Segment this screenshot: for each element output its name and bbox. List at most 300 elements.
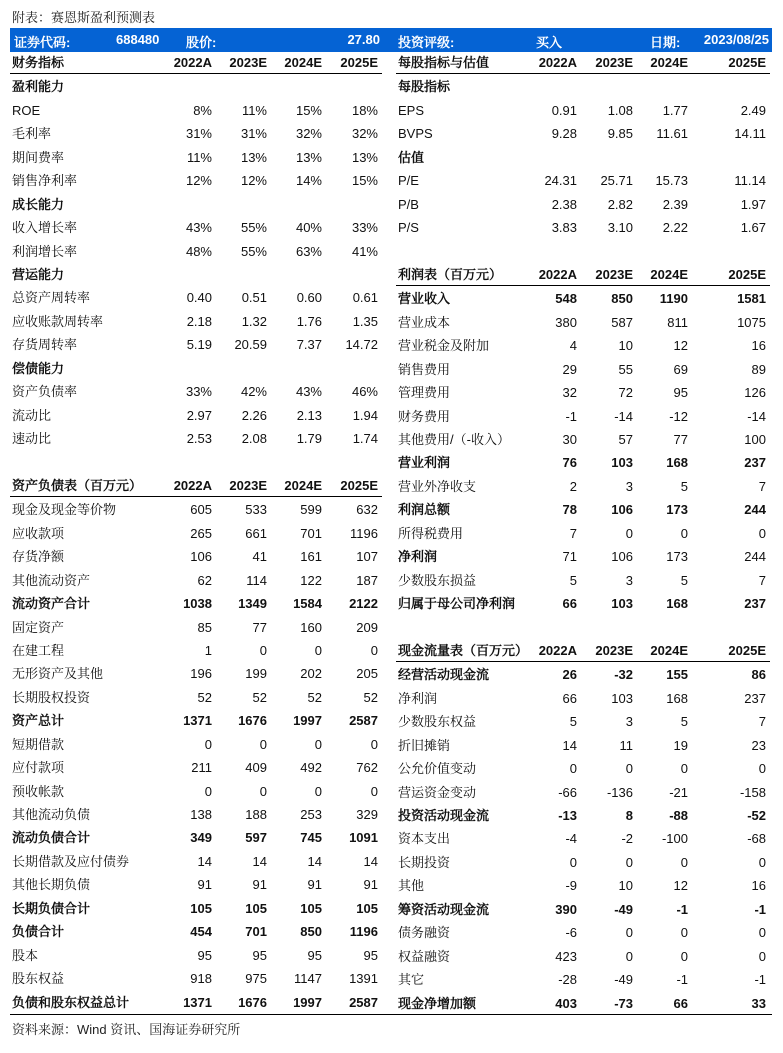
cell-value: 975: [245, 971, 267, 987]
cell-value: 91: [252, 877, 267, 893]
cell-value: 188: [245, 807, 267, 822]
cell-value: 95: [197, 947, 212, 963]
cell-value: 209: [356, 619, 378, 635]
row-label: 现金流量表（百万元）: [398, 642, 529, 658]
row-label: 销售费用: [398, 361, 451, 377]
table-row: [10, 873, 382, 896]
cell-value: 265: [190, 525, 212, 541]
date-value: 2023/08/25: [703, 32, 769, 47]
cell-value: -100: [661, 831, 688, 847]
cell-value: 12: [673, 338, 688, 354]
stock-price: 27.80: [347, 32, 380, 47]
row-label: 其他流动资产: [12, 572, 91, 588]
table-row: [396, 311, 770, 334]
cell-value: 11.14: [734, 173, 766, 189]
cell-value: -9: [565, 878, 577, 894]
row-label: 少数股东权益: [398, 714, 477, 730]
row-label: 长期借款及应付债券: [12, 853, 130, 869]
cell-value: 403: [555, 995, 577, 1011]
cell-value: 42%: [240, 384, 267, 400]
row-label: 现金净增加额: [398, 995, 477, 1011]
cell-value: -49: [614, 972, 633, 988]
table-row: [396, 498, 770, 521]
cell-value: 2.26: [241, 407, 267, 423]
cell-value: 1676: [238, 994, 267, 1010]
row-label: 成长能力: [12, 196, 65, 212]
cell-value: 0.51: [241, 290, 267, 306]
cell-value: 95: [307, 947, 322, 963]
cell-value: 52: [363, 689, 378, 705]
table-row: [10, 639, 382, 662]
table-row: [396, 545, 770, 568]
cell-value: -6: [565, 925, 577, 941]
cell-value: 105: [245, 900, 267, 916]
cell-value: 95: [673, 385, 688, 401]
cell-value: 5: [569, 572, 577, 588]
table-row: [396, 874, 770, 897]
cell-value: 71: [562, 549, 577, 565]
cell-value: 95: [363, 947, 378, 963]
cell-value: 0: [259, 642, 267, 658]
cell-value: 7: [758, 478, 766, 494]
table-row: [396, 921, 770, 944]
cell-value: 533: [245, 502, 267, 518]
row-label: 管理费用: [398, 385, 451, 401]
cell-value: 126: [744, 385, 766, 401]
table-row: [10, 333, 382, 356]
table-row: [396, 405, 770, 428]
date-label: 日期:: [650, 35, 681, 50]
year-header: 2022A: [538, 266, 577, 282]
row-label: 其它: [398, 972, 425, 988]
cell-value: -49: [614, 901, 633, 917]
row-label: 其他: [398, 878, 425, 894]
cell-value: 10: [618, 878, 633, 894]
table-header-row: [396, 263, 770, 286]
cell-value: 122: [300, 572, 322, 588]
cell-value: 91: [197, 877, 212, 893]
cell-value: 211: [191, 760, 212, 776]
table-row: [10, 122, 382, 145]
stock-info-bar: [10, 28, 772, 52]
row-label: 长期负债合计: [12, 900, 91, 916]
cell-value: 1.67: [740, 220, 766, 236]
cell-value: 103: [611, 596, 633, 612]
cell-value: 14%: [295, 173, 322, 189]
cell-value: 1676: [238, 713, 267, 729]
row-label: 估值: [398, 149, 425, 165]
cell-value: 0: [680, 525, 688, 541]
row-label: P/S: [398, 220, 419, 236]
cell-value: 107: [356, 549, 378, 565]
cell-value: 100: [744, 432, 766, 447]
table-row: [396, 334, 770, 357]
cell-value: 380: [555, 314, 577, 330]
cell-value: 0: [204, 736, 212, 752]
cell-value: 14.72: [345, 337, 378, 353]
cell-value: 52: [252, 689, 267, 705]
cell-value: 89: [751, 361, 766, 377]
cell-value: 55%: [240, 243, 267, 259]
table-row: [396, 569, 770, 592]
cell-value: 105: [190, 900, 212, 916]
cell-value: 0: [259, 783, 267, 799]
cell-value: -73: [614, 995, 633, 1011]
cell-value: 1.76: [296, 313, 322, 329]
row-label: 所得税费用: [398, 525, 464, 541]
year-header: 2024E: [650, 642, 688, 658]
cell-value: 86: [751, 667, 766, 683]
row-label: 在建工程: [12, 642, 65, 658]
section-label-row: [10, 75, 382, 98]
table-row: [10, 99, 382, 122]
cell-value: -32: [614, 667, 633, 683]
table-row: [396, 99, 770, 122]
cell-value: 1371: [183, 713, 212, 729]
cell-value: 2.22: [662, 220, 688, 236]
cell-value: 5.19: [186, 337, 212, 353]
cell-value: 1.79: [296, 431, 322, 446]
cell-value: -158: [739, 784, 766, 800]
row-label: 负债合计: [12, 924, 65, 940]
cell-value: 41: [252, 549, 267, 565]
cell-value: -1: [676, 901, 688, 917]
cell-value: -1: [676, 972, 688, 988]
cell-value: 492: [300, 760, 322, 776]
cell-value: 95: [252, 947, 267, 963]
cell-value: 173: [666, 549, 688, 565]
row-label: 投资活动现金流: [398, 808, 490, 823]
table-row: [10, 545, 382, 568]
row-label: 营业成本: [398, 314, 451, 330]
table-row: [10, 897, 382, 920]
row-label: 债务融资: [398, 925, 451, 941]
cell-value: 1091: [349, 830, 378, 846]
cell-value: 0: [625, 948, 633, 964]
cell-value: 1.97: [740, 196, 766, 212]
cell-value: 2122: [349, 596, 378, 612]
section-label-row: [10, 193, 382, 216]
cell-value: -4: [565, 831, 577, 847]
cell-value: 0: [569, 854, 577, 870]
cell-value: -2: [621, 831, 633, 847]
cell-value: 106: [611, 549, 633, 565]
table-row: [10, 850, 382, 873]
cell-value: 105: [300, 900, 322, 916]
cell-value: 40%: [295, 220, 322, 236]
year-header: 2022A: [538, 642, 577, 658]
table-row: [396, 193, 770, 216]
table-row: [396, 687, 770, 710]
cell-value: 9.85: [607, 126, 633, 142]
year-header: 2022A: [538, 55, 577, 70]
year-header: 2023E: [595, 642, 633, 658]
cell-value: 0: [758, 925, 766, 941]
year-header: 2022A: [173, 55, 212, 70]
cell-value: 3.10: [607, 220, 633, 236]
row-label: 资产负债率: [12, 384, 78, 400]
cell-value: 237: [744, 455, 766, 471]
section-label-row: [10, 357, 382, 380]
cell-value: 20.59: [234, 337, 267, 353]
cell-value: 13%: [351, 149, 378, 165]
row-label: 其他长期负债: [12, 877, 91, 893]
year-header: 2024E: [650, 55, 688, 70]
cell-value: 5: [680, 478, 688, 494]
cell-value: 1196: [350, 525, 378, 541]
cell-value: 0: [680, 761, 688, 777]
cell-value: 48%: [185, 243, 212, 259]
table-row: [396, 216, 770, 239]
cell-value: 14: [307, 853, 322, 869]
row-label: 流动资产合计: [12, 596, 91, 612]
table-row: [10, 592, 382, 615]
cell-value: 1: [204, 642, 212, 658]
cell-value: 1997: [293, 713, 322, 729]
spacer-row: [396, 240, 770, 263]
table-row: [396, 451, 770, 474]
cell-value: -88: [669, 808, 688, 823]
cell-value: 605: [190, 502, 212, 518]
cell-value: -14: [614, 408, 633, 424]
left-table-column: [10, 51, 382, 1014]
right-table-column: [396, 51, 770, 1015]
row-label: BVPS: [398, 126, 433, 142]
cell-value: 3.83: [551, 220, 577, 236]
row-label: 应收账款周转率: [12, 313, 104, 329]
cell-value: 32%: [351, 126, 378, 142]
year-header: 2025E: [728, 642, 766, 658]
cell-value: 253: [300, 807, 322, 822]
cell-value: 0: [680, 925, 688, 941]
cell-value: -66: [558, 784, 577, 800]
row-label: 筹资活动现金流: [398, 901, 490, 917]
cell-value: 2587: [349, 713, 378, 729]
cell-value: 661: [245, 525, 267, 541]
row-label: 流动负债合计: [12, 830, 91, 846]
table-row: [10, 686, 382, 709]
cell-value: 0: [625, 925, 633, 941]
cell-value: 2.49: [740, 102, 766, 118]
cell-value: 811: [667, 314, 688, 330]
row-label: 营业收入: [398, 291, 451, 307]
cell-value: 114: [246, 572, 267, 588]
row-label: 经营活动现金流: [398, 667, 490, 683]
cell-value: 2.53: [186, 431, 212, 446]
table-row: [10, 803, 382, 826]
row-label: 营业税金及附加: [398, 338, 490, 354]
cell-value: 105: [356, 900, 378, 916]
table-row: [396, 968, 770, 991]
cell-value: 1.32: [241, 313, 267, 329]
row-label: 存货净额: [12, 549, 65, 565]
table-row: [10, 944, 382, 967]
cell-value: 69: [673, 361, 688, 377]
cell-value: 14: [197, 853, 212, 869]
cell-value: 57: [618, 432, 633, 447]
table-row: [396, 804, 770, 827]
cell-value: 1190: [659, 291, 688, 307]
cell-value: 0: [680, 948, 688, 964]
cell-value: 155: [666, 667, 688, 683]
cell-value: -52: [747, 808, 766, 823]
row-label: 应付款项: [12, 760, 65, 776]
row-label: 流动比: [12, 407, 52, 423]
cell-value: 103: [611, 690, 633, 706]
cell-value: 0: [259, 736, 267, 752]
cell-value: 33%: [351, 220, 378, 236]
row-label: 营运能力: [12, 266, 65, 282]
cell-value: 76: [562, 455, 577, 471]
cell-value: 0: [370, 736, 378, 752]
cell-value: 0: [314, 783, 322, 799]
cell-value: 66: [673, 995, 688, 1011]
cell-value: 329: [356, 807, 378, 822]
rating-value: 买入: [536, 35, 563, 50]
cell-value: 77: [673, 432, 688, 447]
row-label: 期间费率: [12, 149, 65, 165]
cell-value: 19: [673, 737, 688, 753]
row-label: 每股指标与估值: [398, 55, 490, 70]
cell-value: 1371: [183, 994, 212, 1010]
table-row: [10, 616, 382, 639]
table-row: [396, 475, 770, 498]
cell-value: 0.60: [296, 290, 322, 306]
cell-value: 78: [562, 502, 577, 518]
cell-value: 202: [300, 666, 322, 682]
cell-value: 1.74: [352, 431, 378, 446]
cell-value: 77: [252, 619, 267, 635]
cell-value: 205: [356, 666, 378, 682]
cell-value: 187: [356, 572, 378, 588]
cell-value: 1584: [293, 596, 322, 612]
table-header-row: [10, 51, 382, 74]
cell-value: 0.61: [352, 290, 378, 306]
row-label: 毛利率: [12, 126, 52, 142]
row-label: 营业外净收支: [398, 478, 477, 494]
table-row: [10, 780, 382, 803]
cell-value: 1.08: [607, 102, 633, 118]
row-label: 短期借款: [12, 736, 65, 752]
cell-value: 15%: [351, 173, 378, 189]
table-header-row: [396, 639, 770, 662]
table-row: [10, 310, 382, 333]
cell-value: 41%: [351, 243, 378, 259]
cell-value: 15%: [295, 102, 322, 118]
cell-value: 745: [300, 830, 322, 846]
cell-value: 106: [611, 502, 633, 518]
year-header: 2024E: [650, 266, 688, 282]
cell-value: -1: [754, 972, 766, 988]
table-row: [396, 781, 770, 804]
cell-value: 1.77: [662, 102, 688, 118]
table-row: [10, 709, 382, 732]
cell-value: 199: [245, 666, 267, 682]
row-label: 应收款项: [12, 525, 65, 541]
cell-value: 31%: [240, 126, 267, 142]
row-label: 营业利润: [398, 455, 451, 471]
row-label: P/E: [398, 173, 419, 189]
cell-value: 1581: [737, 291, 766, 307]
year-header: 2025E: [728, 266, 766, 282]
cell-value: 5: [680, 572, 688, 588]
cell-value: 2: [569, 478, 577, 494]
cell-value: 26: [562, 667, 577, 683]
cell-value: 11%: [186, 149, 212, 165]
cell-value: 43%: [185, 220, 212, 236]
row-label: 收入增长率: [12, 220, 78, 236]
footer-divider: [10, 1014, 772, 1015]
cell-value: 13%: [295, 149, 322, 165]
table-row: [10, 991, 382, 1014]
cell-value: 5: [680, 714, 688, 730]
row-label: 股东权益: [12, 971, 65, 987]
cell-value: 0: [204, 783, 212, 799]
spacer-row: [396, 616, 770, 639]
row-label: 资产负债表（百万元）: [12, 477, 143, 493]
cell-value: 11%: [241, 102, 267, 118]
cell-value: -136: [606, 784, 633, 800]
table-row: [396, 827, 770, 850]
cell-value: 1075: [737, 314, 766, 330]
row-label: 长期投资: [398, 854, 451, 870]
cell-value: 409: [245, 760, 267, 776]
row-label: 利润总额: [398, 502, 451, 518]
cell-value: 52: [307, 689, 322, 705]
cell-value: 5: [569, 714, 577, 730]
table-row: [10, 826, 382, 849]
cell-value: 244: [744, 549, 766, 565]
cell-value: 237: [744, 690, 766, 706]
cell-value: 8%: [193, 102, 212, 118]
cell-value: 4: [569, 338, 577, 354]
cell-value: -68: [747, 831, 766, 847]
spacer-row: [10, 450, 382, 473]
cell-value: 16: [751, 338, 766, 354]
cell-value: 1997: [293, 994, 322, 1010]
year-header: 2022A: [173, 477, 212, 493]
row-label: 利润增长率: [12, 243, 78, 259]
cell-value: 15.73: [655, 173, 688, 189]
cell-value: 0: [758, 948, 766, 964]
cell-value: 0: [370, 783, 378, 799]
table-row: [396, 169, 770, 192]
cell-value: 66: [562, 690, 577, 706]
cell-value: 168: [666, 455, 688, 471]
cell-value: 850: [300, 924, 322, 940]
cell-value: 91: [307, 877, 322, 893]
cell-value: 13%: [240, 149, 267, 165]
cell-value: 11.61: [656, 126, 688, 142]
row-label: 偿债能力: [12, 360, 65, 376]
cell-value: 3: [625, 478, 633, 494]
row-label: P/B: [398, 196, 419, 212]
row-label: 净利润: [398, 690, 438, 706]
table-row: [10, 920, 382, 943]
cell-value: 2.08: [241, 431, 267, 446]
cell-value: 161: [300, 549, 322, 565]
cell-value: 0.40: [186, 290, 212, 306]
cell-value: 587: [611, 314, 633, 330]
cell-value: 29: [562, 361, 577, 377]
cell-value: 62: [197, 572, 212, 588]
cell-value: 14: [252, 853, 267, 869]
cell-value: 2587: [349, 994, 378, 1010]
table-row: [10, 498, 382, 521]
source-note: 资料来源：Wind 资讯、国海证券研究所: [12, 1022, 241, 1037]
cell-value: 55%: [240, 220, 267, 236]
table-header-row: [10, 474, 382, 497]
